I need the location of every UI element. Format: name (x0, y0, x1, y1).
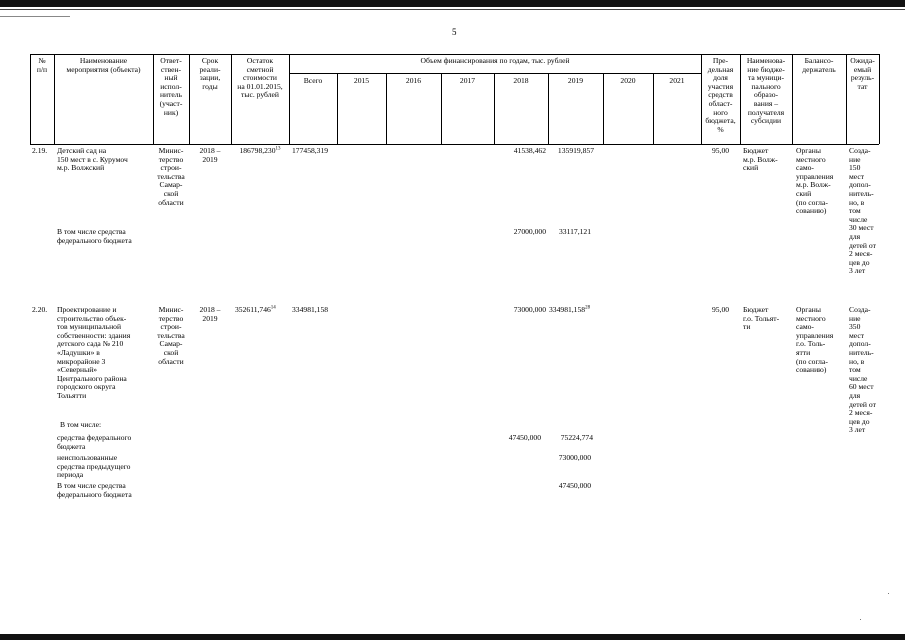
row-2-19-2019: 135919,857 (557, 146, 594, 155)
row-2-19-result: Созда- ние 150 мест допол- нитель- но, в том числе 30 мест для детей от 2 меся- цев до 3 лет (849, 146, 876, 276)
bottom-border (0, 634, 905, 640)
row-2-20-2019 (549, 306, 590, 315)
row-2-20-responsible: Минис- терство строи- тельства Самар- ской области (157, 305, 185, 366)
row-2-20-2018: 73000,000 (513, 305, 546, 314)
row-2-20-rest-footnote: 14 (270, 305, 276, 311)
row-2-19-responsible: Минис- терство строи- тельства Самар- ской области (157, 146, 185, 207)
header-year-2018: 2018 (513, 76, 529, 85)
row-2-19-share: 95,00 (711, 146, 730, 155)
row-2-20-fed2-label: В том числе средства федерального бюджета (57, 481, 132, 499)
header-funding: Объем финансирования по годам, тыс. рублей (420, 56, 570, 65)
header-year-2016: 2016 (405, 76, 422, 85)
row-2-20-share: 95,00 (711, 305, 730, 314)
top-rule (0, 9, 905, 10)
row-2-19-term: 2018 – 2019 (199, 146, 221, 164)
header-bottom-line (30, 144, 879, 145)
table-top-line (30, 54, 879, 55)
header-year-2019: 2019 (567, 76, 584, 85)
row-2-20-fed-2018: 47450,000 (508, 433, 541, 442)
header-recipient: Наименова- ние бюдже- та муници- пального образо- вания – получателя субсидии (746, 56, 786, 126)
row-2-20-fed-label: средства федерального бюджета (57, 433, 132, 451)
header-responsible: Ответ- ствен- ный испол- нитель (участ- ник) (159, 56, 183, 117)
row-2-20-fed2-2019: 47450,000 (558, 481, 591, 490)
row-2-20-total: 334981,158 (292, 305, 329, 314)
header-term: Срок реали- зации, годы (199, 56, 221, 91)
row-2-19-name: Детский сад на 150 мест в с. Курумоч м.р. Волжский (57, 146, 128, 173)
header-name: Наименование мероприятия (объекта) (66, 56, 141, 74)
row-2-19-2018: 41538,462 (513, 146, 546, 155)
row-2-20-unused-label: неиспользованные средства предыдущего периода (57, 453, 131, 480)
header-result: Ожида- емый резуль- тат (850, 56, 875, 91)
row-2-19-sub-2019: 33117,121 (559, 227, 591, 236)
row-2-19-sub-2018: 27000,000 (513, 227, 546, 236)
scan-speck (860, 619, 861, 620)
row-2-20-num: 2.20. (32, 305, 48, 314)
header-year-2017: 2017 (459, 76, 476, 85)
header-year-2020: 2020 (620, 76, 636, 85)
row-2-19-rest (231, 147, 289, 156)
row-2-20-result: Созда- ние 350 мест допол- нитель- но, в том числе 60 мест для детей от 2 меся- цев до 3 лет (849, 305, 876, 435)
top-border (0, 0, 905, 7)
header-year-2015: 2015 (353, 76, 370, 85)
row-2-19-total: 177458,319 (292, 146, 329, 155)
header-share: Пре- дельная доля участия средств област- ного бюджета, % (705, 56, 736, 134)
header-holder: Балансо- держатель (802, 56, 836, 74)
row-2-20-2019-footnote: 28 (585, 305, 591, 311)
row-2-20-name: Проектирование и строительство объек- тов муниципальной собственности: здания детского сада № 210 «Ладушки» в микрорайоне 3 «Северный» Центрального района городского округа Тольятти (57, 305, 131, 400)
col-line (879, 54, 880, 144)
row-2-19-num: 2.19. (32, 146, 48, 155)
row-2-20-holder: Органы местного само- управления г.о. Толь- ятти (по согла- сованию) (796, 305, 834, 375)
row-2-20-fed-2019: 75224,774 (560, 433, 593, 442)
row-2-20-recipient: Бюджет г.о. Тольят- ти (743, 305, 780, 332)
row-2-20-rest (235, 306, 276, 315)
header-rest: Остаток сметной стоимости на 01.01.2015, тыс. рублей (237, 56, 283, 100)
row-2-19-rest-footnote: 13 (275, 146, 281, 152)
header-num: № п/п (36, 56, 48, 74)
row-2-20-term: 2018 – 2019 (199, 305, 221, 323)
col-line (289, 54, 290, 144)
row-2-20-2019-value: 334981,158 (549, 305, 586, 314)
row-2-20-unused-2019: 73000,000 (558, 453, 591, 462)
top-rule-short (0, 16, 70, 17)
row-2-20-rest-value: 352611,746 (235, 305, 271, 314)
scan-speck (888, 593, 889, 594)
page-number: 5 (452, 27, 457, 37)
header-year-2021: 2021 (669, 76, 685, 85)
row-2-20-incl-label: В том числе: (60, 420, 102, 429)
row-2-19-recipient: Бюджет м.р. Волж- ский (743, 146, 778, 173)
row-2-19-holder: Органы местного само- управления м.р. Волж- ский (по согла- сованию) (796, 146, 834, 216)
header-total: Всего (303, 76, 323, 85)
row-2-19-sub-label: В том числе средства федерального бюджета (57, 227, 132, 245)
row-2-19-rest-value: 186798,230 (239, 146, 276, 155)
funding-subheader-line (289, 73, 701, 74)
